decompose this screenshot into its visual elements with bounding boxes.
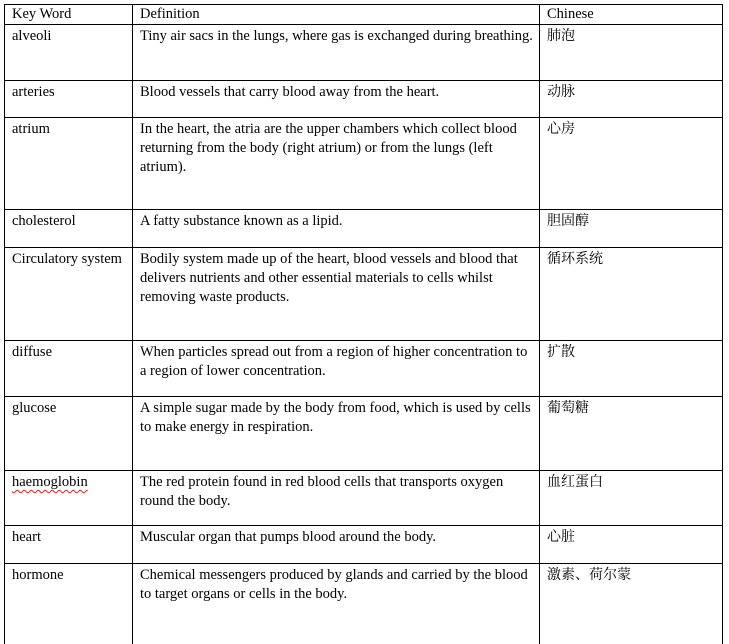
key-word-cell: heart (5, 526, 133, 564)
definition-cell: Muscular organ that pumps blood around the body. (133, 526, 540, 564)
chinese-cell: 循环系统 (540, 248, 723, 341)
key-word-cell: atrium (5, 118, 133, 210)
chinese-cell: 激素、荷尔蒙 (540, 564, 723, 644)
definition-cell: The red protein found in red blood cells that transports oxygen round the body. (133, 471, 540, 526)
header-chinese: Chinese (540, 5, 723, 25)
table-row (5, 341, 723, 397)
definition-cell: A simple sugar made by the body from food, which is used by cells to make energy in respiration. (133, 397, 540, 471)
table-row (5, 526, 723, 564)
definition-cell: A fatty substance known as a lipid. (133, 210, 540, 248)
key-word-cell: glucose (5, 397, 133, 471)
header-key-word: Key Word (5, 5, 133, 25)
key-word-cell: alveoli (5, 25, 133, 81)
chinese-cell: 动脉 (540, 81, 723, 118)
definition-cell: Tiny air sacs in the lungs, where gas is exchanged during breathing. (133, 25, 540, 81)
table-row (5, 81, 723, 118)
header-definition: Definition (133, 5, 540, 25)
chinese-cell: 血红蛋白 (540, 471, 723, 526)
key-word-cell: Circulatory system (5, 248, 133, 341)
key-word-cell (5, 471, 133, 526)
key-word-cell: arteries (5, 81, 133, 118)
table-row (5, 397, 723, 471)
chinese-cell: 肺泡 (540, 25, 723, 81)
definition-cell: When particles spread out from a region of higher concentration to a region of lower concentration. (133, 341, 540, 397)
chinese-cell: 心脏 (540, 526, 723, 564)
chinese-cell: 心房 (540, 118, 723, 210)
table-row (5, 471, 723, 526)
definition-cell: Chemical messengers produced by glands and carried by the blood to target organs or cells in the body. (133, 564, 540, 644)
key-word-cell: cholesterol (5, 210, 133, 248)
table-body (5, 25, 723, 644)
definition-cell: Bodily system made up of the heart, blood vessels and blood that delivers nutrients and other essential materials to cells whilst removing waste products. (133, 248, 540, 341)
glossary-table (4, 4, 723, 644)
table-row (5, 564, 723, 644)
table-row (5, 118, 723, 210)
header-row (5, 5, 723, 25)
definition-cell: Blood vessels that carry blood away from the heart. (133, 81, 540, 118)
chinese-cell: 胆固醇 (540, 210, 723, 248)
table-row (5, 248, 723, 341)
chinese-cell: 葡萄糖 (540, 397, 723, 471)
chinese-cell: 扩散 (540, 341, 723, 397)
table-row (5, 210, 723, 248)
spelling-error-underline: haemoglobin (12, 474, 88, 490)
key-word-cell: hormone (5, 564, 133, 644)
table-header (5, 5, 723, 25)
definition-cell: In the heart, the atria are the upper chambers which collect blood returning from the body (right atrium) or from the lungs (left atrium). (133, 118, 540, 210)
key-word-cell: diffuse (5, 341, 133, 397)
table-row (5, 25, 723, 81)
